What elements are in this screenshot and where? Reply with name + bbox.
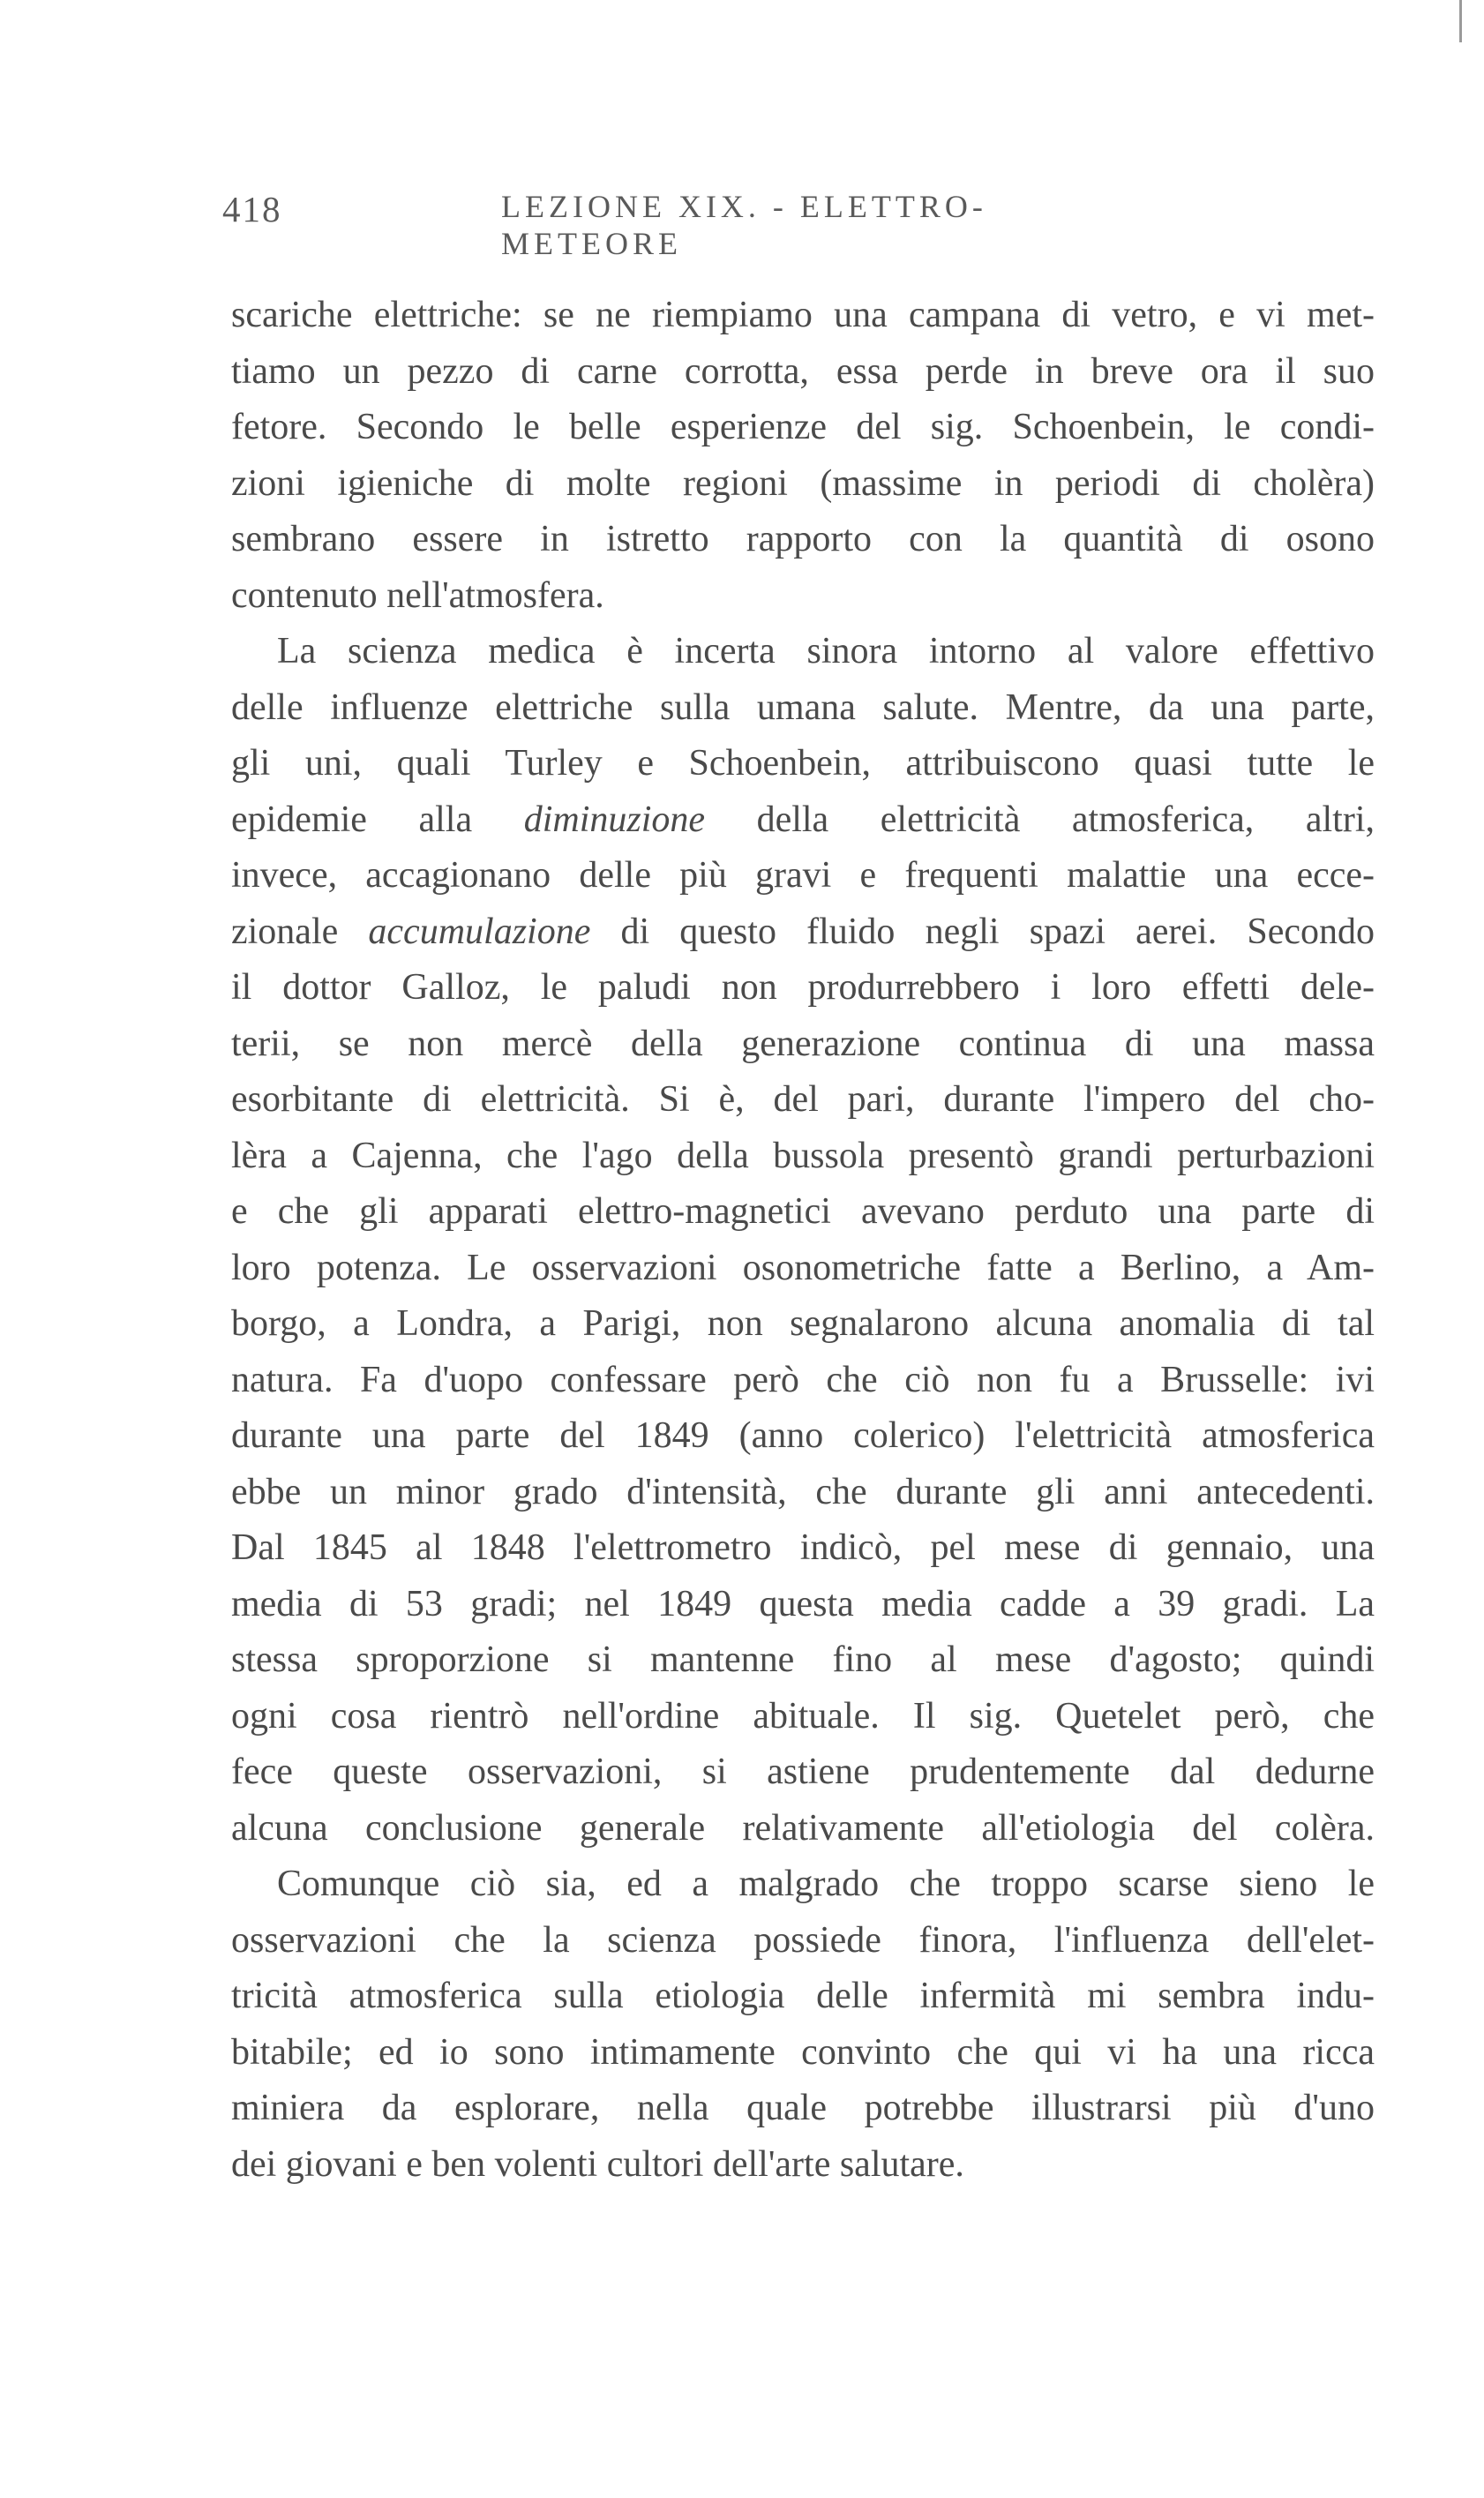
text-line: fetore. Secondo le belle esperienze del sig. Schoenbein, le condi-	[231, 407, 1375, 447]
text-run: epidemie alla	[231, 799, 524, 840]
text-line: delle influenze elettriche sulla umana salute. Mentre, da una parte,	[231, 686, 1375, 728]
text-line: il dottor Galloz, le paludi non produrrebbero i loro effetti dele-	[231, 967, 1375, 1008]
running-head	[222, 188, 1131, 261]
text-line: gli uni, quali Turley e Schoenbein, attribuiscono quasi tutte le	[231, 743, 1375, 784]
body-text	[231, 288, 1375, 2193]
paragraph-first-line: La scienza medica è incerta sinora intorno al valore effettivo	[277, 631, 1375, 671]
text-line: terii, se non mercè della generazione continua di una massa	[231, 1023, 1375, 1064]
text-line: bitabile; ed io sono intimamente convinto che qui vi ha una ricca	[231, 2031, 1375, 2073]
text-line: ogni cosa rientrò nell'ordine abituale. Il sig. Quetelet però, che	[231, 1695, 1375, 1737]
text-line: sembrano essere in istretto rapporto con la quantità di osono	[231, 519, 1375, 559]
text-line: miniera da esplorare, nella quale potrebbe illustrarsi più d'uno	[231, 2088, 1375, 2128]
text-line: scariche elettriche: se ne riempiamo una campana di vetro, e vi met-	[231, 295, 1375, 335]
text-line: media di 53 gradi; nel 1849 questa media cadde a 39 gradi. La	[231, 1583, 1375, 1624]
paragraph-last-line: dei giovani e ben volenti cultori dell'arte salutare.	[231, 2143, 964, 2185]
italic-term: diminuzione	[523, 799, 706, 840]
text-run: della elettricità atmosferica, altri,	[705, 799, 1375, 840]
text-line: loro potenza. Le osservazioni osonometriche fatte a Berlino, a Am-	[231, 1247, 1375, 1288]
page-edge-mark	[1459, 0, 1462, 42]
text-line: tricità atmosferica sulla etiologia delle infermità mi sembra indu-	[231, 1976, 1375, 2016]
text-line: stessa sproporzione si mantenne fino al mese d'agosto; quindi	[231, 1639, 1375, 1680]
text-line: ebbe un minor grado d'intensità, che durante gli anni antecedenti.	[231, 1471, 1375, 1512]
italic-term: accumulazione	[368, 911, 591, 952]
page-number: 418	[222, 189, 282, 229]
text-line: fece queste osservazioni, si astiene prudentemente dal dedurne	[231, 1752, 1375, 1792]
text-run: zionale	[231, 911, 369, 952]
text-line: Dal 1845 al 1848 l'elettrometro indicò, pel mese di gennaio, una	[231, 1527, 1375, 1568]
text-line: e che gli apparati elettro-magnetici avevano perduto una parte di	[231, 1191, 1375, 1232]
text-line: borgo, a Londra, a Parigi, non segnalarono alcuna anomalia di tal	[231, 1303, 1375, 1344]
paragraph-last-line: contenuto nell'atmosfera.	[231, 574, 604, 616]
text-line: invece, accagionano delle più gravi e frequenti malattie una ecce-	[231, 855, 1375, 896]
text-line: durante una parte del 1849 (anno colerico) l'elettricità atmosferica	[231, 1415, 1375, 1456]
running-title: LEZIONE XIX. - ELETTRO-METEORE	[501, 189, 987, 261]
paragraph-first-line: Comunque ciò sia, ed a malgrado che troppo scarse sieno le	[277, 1864, 1375, 1904]
text-line: natura. Fa d'uopo confessare però che ciò non fu a Brusselle: ivi	[231, 1359, 1375, 1400]
text-line: esorbitante di elettricità. Si è, del pari, durante l'impero del cho-	[231, 1079, 1375, 1120]
text-line	[231, 792, 1375, 849]
text-line	[231, 904, 1375, 961]
text-run: di questo fluido negli spazi aerei. Secondo	[590, 911, 1375, 952]
text-line: zioni igieniche di molte regioni (massime in periodi di cholèra)	[231, 462, 1375, 504]
text-line: alcuna conclusione generale relativamente all'etiologia del colèra.	[231, 1807, 1375, 1849]
text-line: lèra a Cajenna, che l'ago della bussola presentò grandi perturbazioni	[231, 1135, 1375, 1176]
text-line: tiamo un pezzo di carne corrotta, essa perde in breve ora il suo	[231, 350, 1375, 392]
text-line: osservazioni che la scienza possiede finora, l'influenza dell'elet-	[231, 1919, 1375, 1961]
